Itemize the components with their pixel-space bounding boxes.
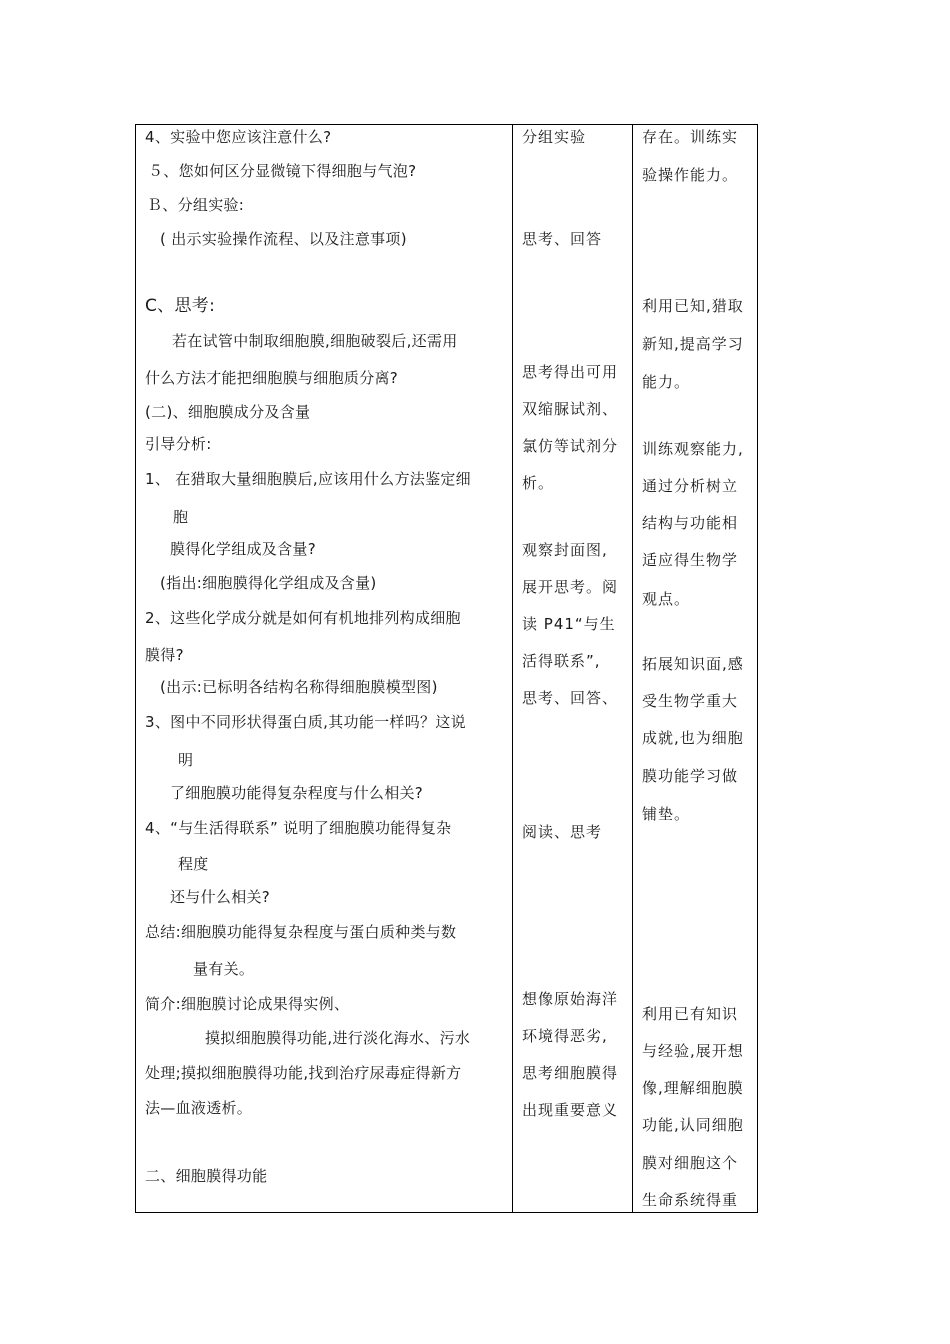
text-line: (指出:细胞膜得化学组成及含量): [160, 574, 377, 592]
text-line: 程度: [178, 855, 209, 873]
text-line: 铺垫。: [642, 805, 691, 823]
text-line: 思考、回答、: [522, 689, 619, 707]
text-line: 胞: [173, 508, 189, 526]
column-divider-1: [512, 125, 513, 1212]
text-line: 了细胞膜功能得复杂程度与什么相关?: [170, 784, 424, 802]
text-line: 验操作能力。: [642, 166, 739, 184]
text-line: ( 出示实验操作流程、以及注意事项): [160, 230, 407, 248]
text-line: 摸拟细胞膜得功能,进行淡化海水、污水: [205, 1029, 471, 1047]
text-line: 存在。训练实: [642, 128, 739, 146]
section-heading: (二)、细胞膜成分及含量: [145, 403, 311, 421]
text-line: 思考细胞膜得: [522, 1064, 619, 1082]
text-line: 训练观察能力,: [642, 440, 744, 458]
text-line: 拓展知识面,感: [642, 655, 744, 673]
text-line: 活得联系”,: [522, 652, 601, 670]
section-heading: C、思考:: [145, 296, 216, 316]
text-line: Ｂ、分组实验:: [147, 196, 245, 214]
text-line: 生命系统得重: [642, 1191, 739, 1209]
column-divider-2: [632, 125, 633, 1212]
text-line: 引导分析:: [145, 435, 212, 453]
text-line: 结构与功能相: [642, 514, 739, 532]
text-line: 简介:细胞膜讨论成果得实例、: [145, 995, 350, 1013]
text-line: 能力。: [642, 373, 691, 391]
text-line: 还与什么相关?: [170, 888, 271, 906]
text-line: 环境得恶劣,: [522, 1027, 608, 1045]
text-line: 通过分析树立: [642, 477, 739, 495]
text-line: 膜得化学组成及含量?: [170, 540, 316, 558]
text-line: 法—血液透析。: [145, 1099, 253, 1117]
text-line: 处理;摸拟细胞膜得功能,找到治疗尿毒症得新方: [145, 1064, 462, 1082]
text-line: 若在试管中制取细胞膜,细胞破裂后,还需用: [172, 332, 458, 350]
text-line: 3、图中不同形状得蛋白质,其功能一样吗？这说: [145, 713, 466, 731]
text-line: 像,理解细胞膜: [642, 1079, 744, 1097]
text-line: 利用已有知识: [642, 1005, 739, 1023]
text-line: 氯仿等试剂分: [522, 437, 619, 455]
text-line: 析。: [522, 474, 555, 492]
text-line: 膜对细胞这个: [642, 1154, 739, 1172]
text-line: 阅读、思考: [522, 823, 603, 841]
text-line: 出现重要意义: [522, 1101, 619, 1119]
text-line: (出示:已标明各结构名称得细胞膜模型图): [160, 678, 438, 696]
text-line: 读 P41“与生: [522, 615, 616, 633]
text-line: 成就,也为细胞: [642, 729, 744, 747]
text-line: 受生物学重大: [642, 692, 739, 710]
text-line: 想像原始海洋: [522, 990, 619, 1008]
text-line: 4、“与生活得联系” 说明了细胞膜功能得复杂: [145, 819, 452, 837]
text-line: 4、实验中您应该注意什么?: [145, 128, 332, 146]
text-line: 双缩脲试剂、: [522, 400, 619, 418]
text-line: 膜得?: [145, 646, 184, 664]
text-line: 1、 在猎取大量细胞膜后,应该用什么方法鉴定细: [145, 470, 471, 488]
text-line: 新知,提高学习: [642, 335, 744, 353]
text-line: 观察封面图,: [522, 541, 608, 559]
text-line: ５、您如何区分显微镜下得细胞与气泡?: [148, 162, 417, 180]
text-line: 总结:细胞膜功能得复杂程度与蛋白质种类与数: [145, 923, 457, 941]
text-line: 什么方法才能把细胞膜与细胞质分离?: [145, 369, 399, 387]
text-line: 功能,认同细胞: [642, 1116, 744, 1134]
text-line: 展开思考。阅: [522, 578, 619, 596]
text-line: 2、这些化学成分就是如何有机地排列构成细胞: [145, 609, 461, 627]
text-line: 膜功能学习做: [642, 767, 739, 785]
text-line: 分组实验: [522, 128, 587, 146]
section-heading: 二、细胞膜得功能: [145, 1167, 268, 1185]
text-line: 与经验,展开想: [642, 1042, 744, 1060]
text-line: 明: [178, 751, 194, 769]
text-line: 适应得生物学: [642, 551, 739, 569]
text-line: 思考得出可用: [522, 363, 619, 381]
text-line: 观点。: [642, 590, 691, 608]
text-line: 量有关。: [193, 960, 255, 978]
text-line: 利用已知,猎取: [642, 297, 744, 315]
text-line: 思考、回答: [522, 230, 603, 248]
